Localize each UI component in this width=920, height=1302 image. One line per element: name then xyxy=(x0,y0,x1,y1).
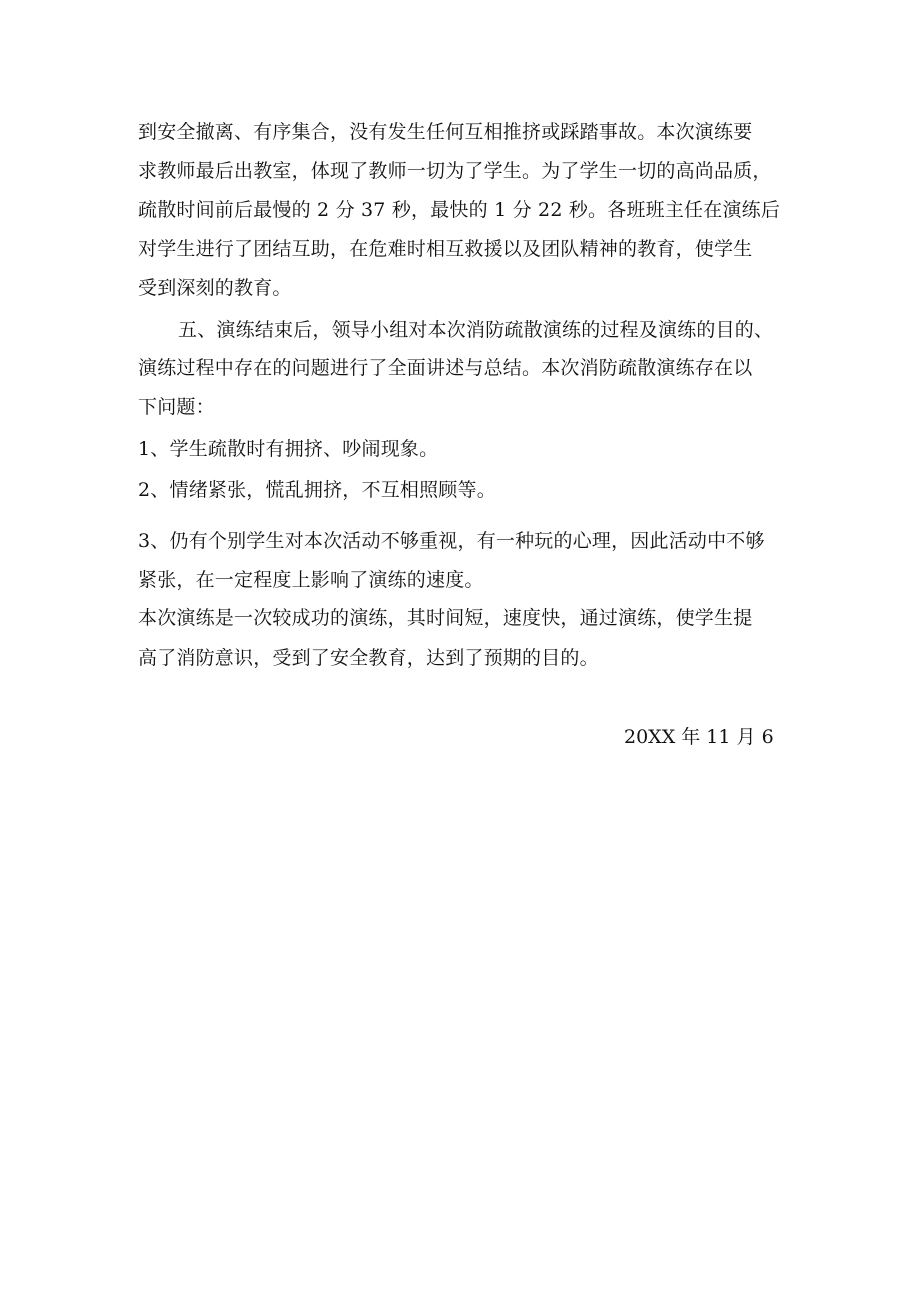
list-item-3-line-1: 3、仍有个别学生对本次活动不够重视，有一种玩的心理，因此活动中不够 xyxy=(138,530,765,552)
paragraph-1-line-1: 到安全撤离、有序集合，没有发生任何互相推挤或踩踏事故。本次演练要 xyxy=(138,121,753,143)
conclusion-line-1: 本次演练是一次较成功的演练，其时间短，速度快，通过演练，使学生提 xyxy=(138,607,753,629)
paragraph-2-line-1: 五、演练结束后，领导小组对本次消防疏散演练的过程及演练的目的、 xyxy=(178,319,774,341)
document-date: 20XX 年 11 月 6 xyxy=(624,726,774,748)
paragraph-2-line-3: 下问题： xyxy=(138,396,215,418)
paragraph-2-line-2: 演练过程中存在的问题进行了全面讲述与总结。本次消防疏散演练存在以 xyxy=(138,357,753,379)
list-item-1: 1、学生疏散时有拥挤、吵闹现象。 xyxy=(138,438,439,460)
list-item-2: 2、情绪紧张，慌乱拥挤，不互相照顾等。 xyxy=(138,479,496,501)
paragraph-1-line-2: 求教师最后出教室，体现了教师一切为了学生。为了学生一切的高尚品质， xyxy=(138,160,772,182)
paragraph-1-line-5: 受到深刻的教育。 xyxy=(138,277,292,299)
conclusion-line-2: 高了消防意识，受到了安全教育，达到了预期的目的。 xyxy=(138,647,599,669)
list-item-3-line-2: 紧张，在一定程度上影响了演练的速度。 xyxy=(138,569,484,591)
paragraph-1-line-4: 对学生进行了团结互助，在危难时相互救援以及团队精神的教育，使学生 xyxy=(138,238,753,260)
paragraph-1-line-3: 疏散时间前后最慢的 2 分 37 秒，最快的 1 分 22 秒。各班班主任在演练后 xyxy=(138,199,781,221)
